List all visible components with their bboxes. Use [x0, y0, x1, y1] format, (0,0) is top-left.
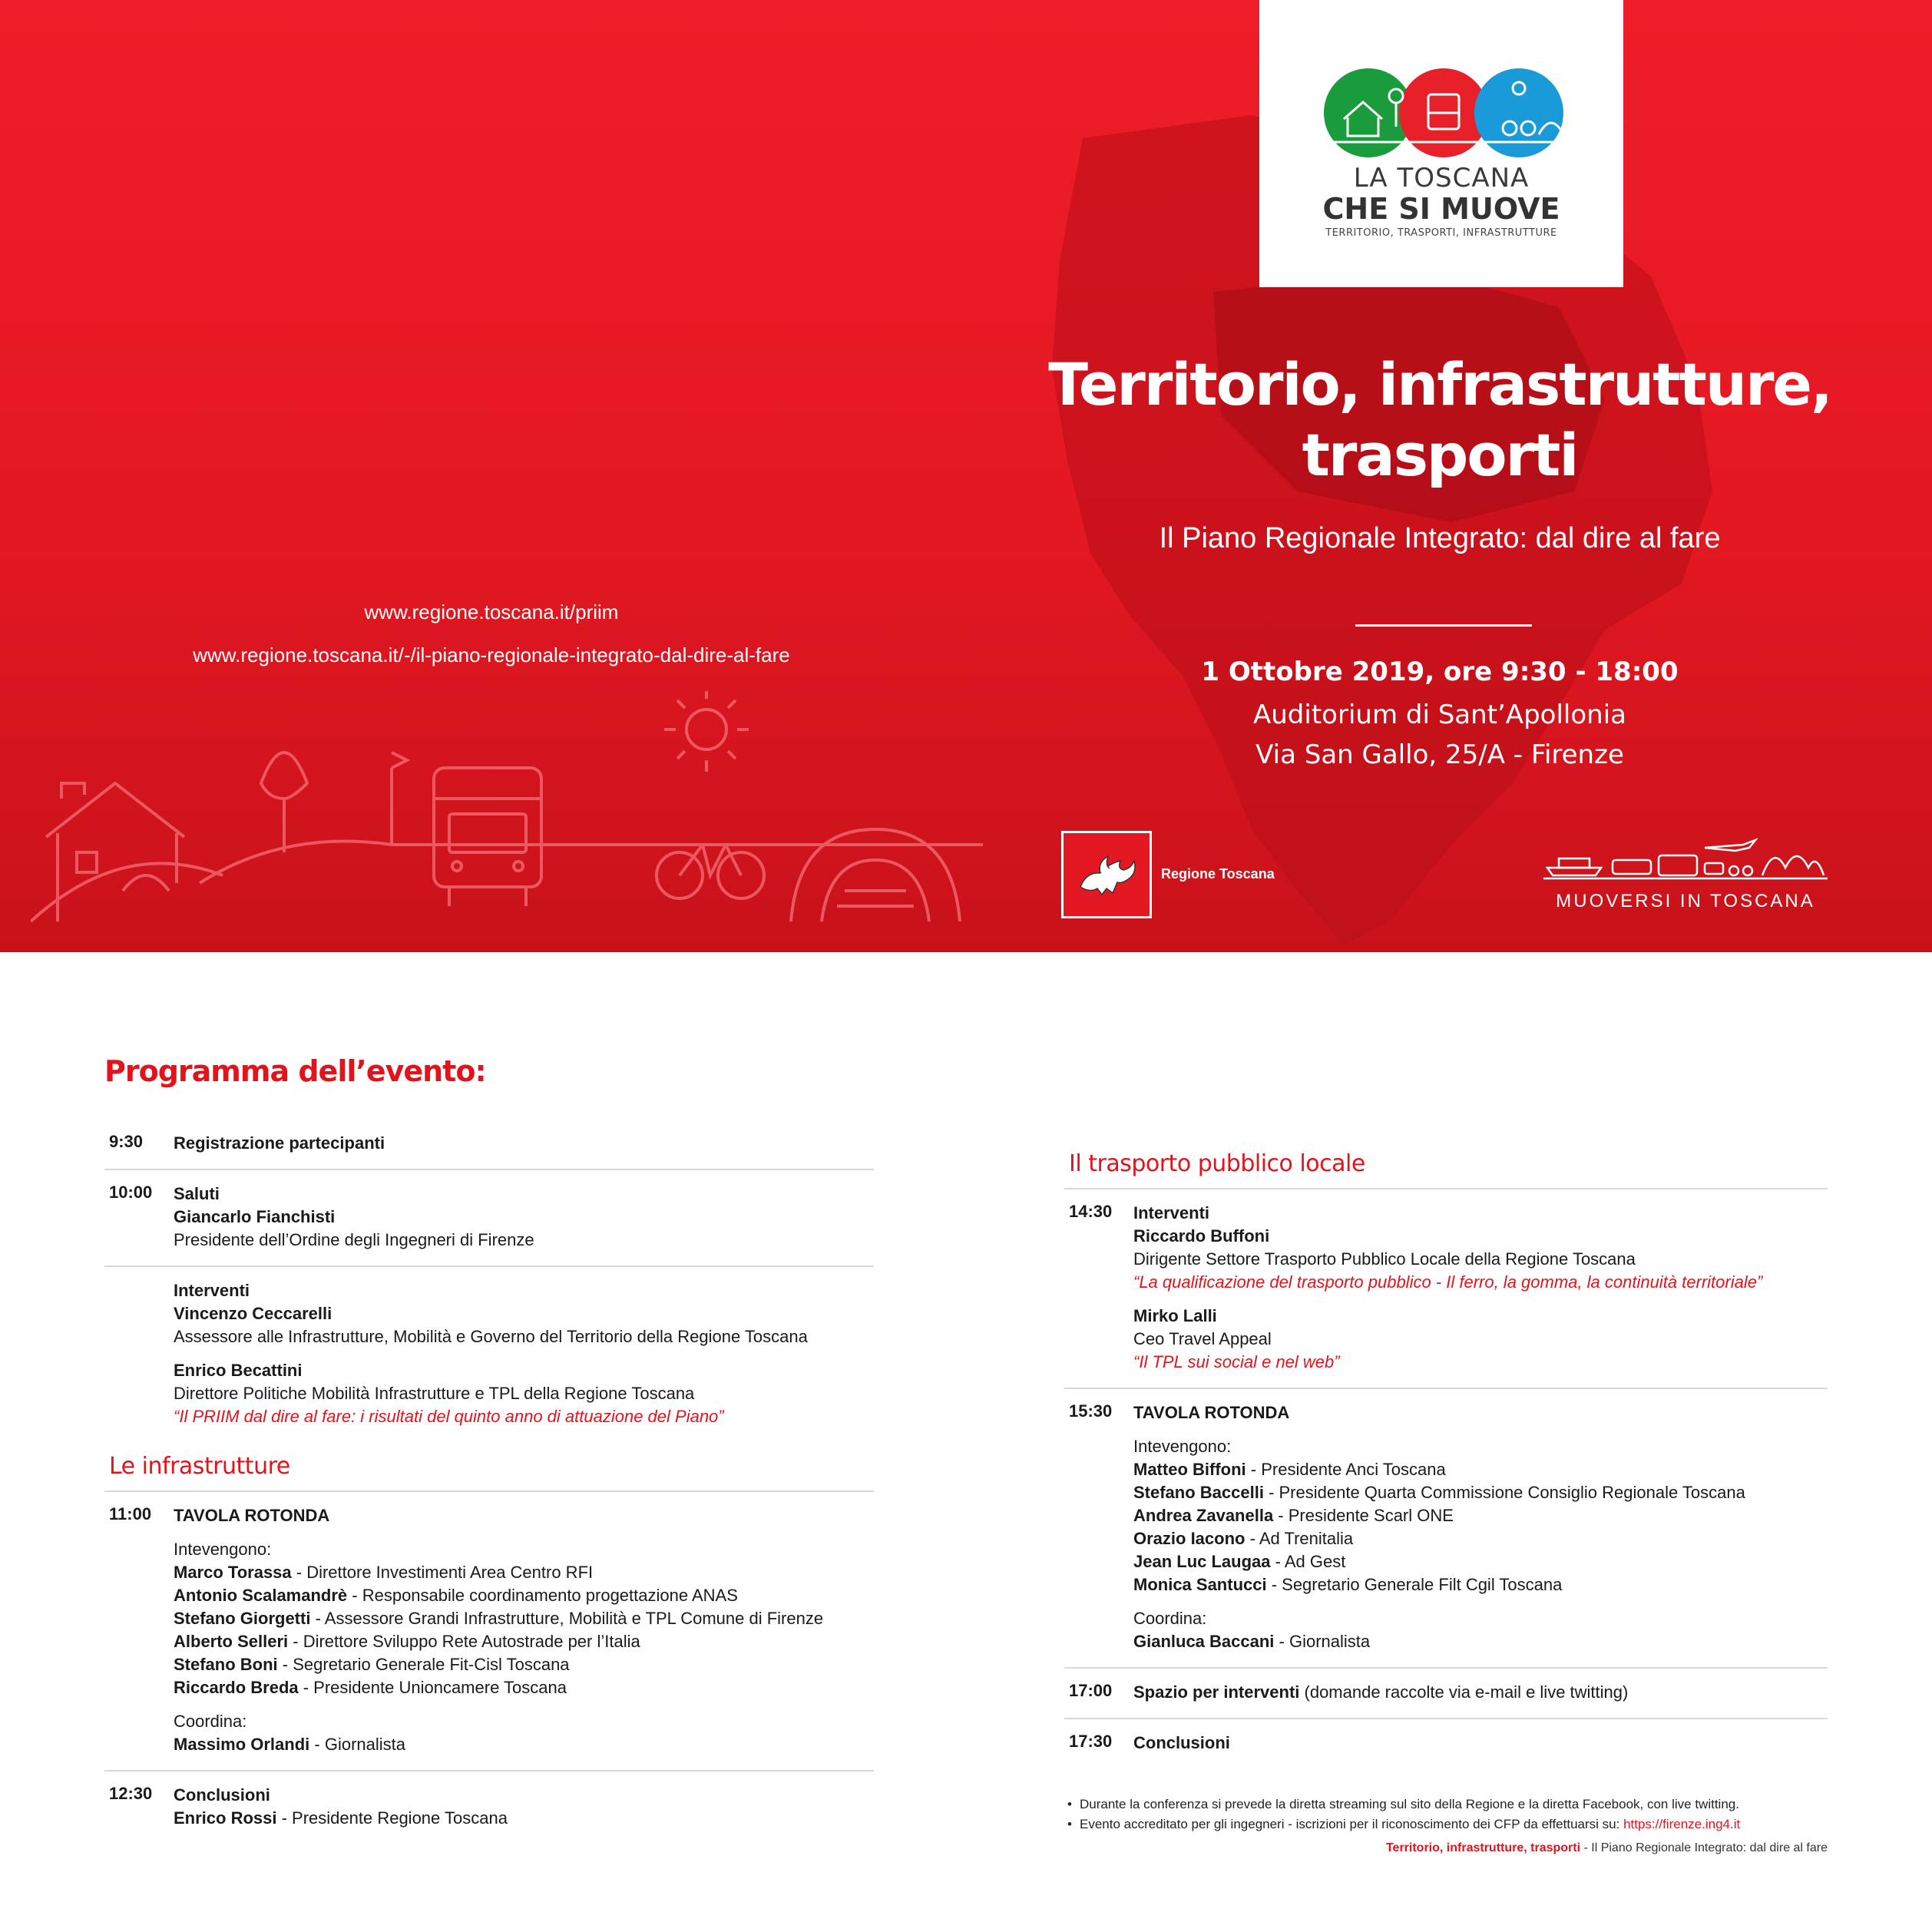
speaker-role: - Segretario Generale Fit-Cisl Toscana — [277, 1655, 570, 1674]
speaker-line — [174, 1807, 874, 1830]
item-title: Saluti — [174, 1184, 220, 1203]
program-item-registration — [104, 1129, 874, 1170]
coordinator-line — [1133, 1630, 1828, 1653]
speaker-name: Monica Santucci — [1133, 1575, 1267, 1594]
pegasus-icon — [1064, 833, 1150, 916]
regione-toscana-emblem — [1061, 831, 1152, 918]
item-title: Spazio per interventi — [1133, 1682, 1300, 1702]
item-note: (domande raccolte via e-mail e live twitting) — [1299, 1682, 1629, 1702]
speaker-name: Orazio Iacono — [1133, 1529, 1246, 1548]
event-title — [1044, 349, 1835, 491]
event-title-line-1: Territorio, infrastrutture, — [1048, 350, 1831, 418]
coordinator-label: Coordina: — [174, 1712, 247, 1731]
speaker-role: - Direttore Investimenti Area Centro RFI — [291, 1563, 594, 1582]
speaker-role: - Segretario Generale Filt Cgil Toscana — [1266, 1575, 1563, 1594]
speakers-intro: Intevengono: — [1133, 1437, 1232, 1456]
program-item-interventi-tpl — [1064, 1189, 1828, 1389]
priim-link[interactable]: www.regione.toscana.it/priim — [364, 600, 619, 624]
speaker-line — [1133, 1573, 1828, 1596]
speaker-name: Stefano Baccelli — [1133, 1483, 1264, 1502]
event-date: 1 Ottobre 2019, ore 9:30 - 18:00 — [1201, 657, 1679, 687]
event-subtitle: Il Piano Regionale Integrato: dal dire al fare — [1159, 522, 1721, 554]
item-title: Interventi — [174, 1281, 250, 1300]
transport-skyline-illustration — [31, 691, 983, 952]
speaker-role: Ceo Travel Appeal — [1133, 1329, 1272, 1348]
speaker-role: Assessore alle Infrastrutture, Mobilità e Governo del Territorio della Regione Toscana — [174, 1327, 808, 1346]
logo-line-2: CHE SI MUOVE — [1322, 192, 1560, 226]
program-item-conclusioni-tpl — [1064, 1719, 1828, 1768]
speaker-role: - Presidente Anci Toscana — [1246, 1460, 1446, 1479]
item-time: 11:00 — [109, 1504, 152, 1523]
item-title: Conclusioni — [1133, 1733, 1230, 1752]
program-item-conclusioni — [104, 1772, 874, 1844]
speaker-name: Vincenzo Ceccarelli — [174, 1304, 332, 1323]
speaker-role: Direttore Politiche Mobilità Infrastrutture e TPL della Regione Toscana — [174, 1384, 695, 1403]
speaker-line — [1133, 1458, 1828, 1481]
footer-subtitle: - Il Piano Regionale Integrato: dal dire al fare — [1580, 1841, 1828, 1854]
program-right-column — [1064, 1140, 1828, 1834]
section-heading-infrastrutture: Le infrastrutture — [104, 1442, 874, 1492]
speaker-line — [174, 1676, 874, 1699]
speaker-name: Alberto Selleri — [174, 1632, 289, 1651]
speaker-name: Riccardo Breda — [174, 1678, 299, 1697]
speaker-name: Riccardo Buffoni — [1133, 1226, 1270, 1246]
section-heading-tpl: Il trasporto pubblico locale — [1064, 1140, 1828, 1189]
note-cfp-text: Evento accreditato per gli ingegneri - iscrizioni per il riconoscimento dei CFP da effettuarsi su: — [1080, 1817, 1624, 1831]
logo-circles-icon — [1321, 65, 1566, 161]
event-title-line-2: trasporti — [1302, 421, 1578, 489]
registration-link[interactable]: https://firenze.ing4.it — [1623, 1817, 1741, 1831]
speaker-line — [1133, 1504, 1828, 1527]
muoversi-transport-icons — [1543, 837, 1828, 883]
item-time: 12:30 — [109, 1784, 153, 1803]
coordinator-role: - Giornalista — [1274, 1632, 1371, 1651]
speaker-name: Stefano Boni — [174, 1655, 278, 1674]
footer-title: Territorio, infrastrutture, trasporti — [1385, 1841, 1581, 1854]
speaker-name: Jean Luc Laugaa — [1133, 1552, 1271, 1571]
speaker-role: - Presidente Scarl ONE — [1273, 1506, 1454, 1525]
venue-address: Via San Gallo, 25/A - Firenze — [1255, 739, 1624, 770]
speaker-line — [174, 1653, 874, 1676]
speaker-role: - Presidente Unioncamere Toscana — [298, 1678, 567, 1697]
program-item-saluti — [104, 1170, 874, 1267]
coordinator-name: Gianluca Baccani — [1133, 1632, 1275, 1651]
speaker-line — [174, 1630, 874, 1653]
logo-tagline: TERRITORIO, TRASPORTI, INFRASTRUTTURE — [1325, 227, 1557, 239]
coordinator-name: Massimo Orlandi — [174, 1735, 310, 1754]
talk-title: “Il TPL sui social e nel web” — [1133, 1352, 1340, 1371]
talk-title: “La qualificazione del trasporto pubblico - Il ferro, la gomma, la continuità territoriale” — [1133, 1272, 1763, 1292]
speaker-role: - Ad Trenitalia — [1245, 1529, 1354, 1548]
event-page-link[interactable]: www.regione.toscana.it/-/il-piano-regionale-integrato-dal-dire-al-fare — [193, 643, 790, 667]
speaker-role: - Responsabile coordinamento progettazione ANAS — [347, 1586, 738, 1605]
speaker-line — [174, 1607, 874, 1630]
title-divider — [1355, 624, 1532, 627]
regione-toscana-label: Regione Toscana — [1161, 866, 1275, 882]
venue-name: Auditorium di Sant’Apollonia — [1253, 700, 1626, 730]
speaker-role: - Presidente Regione Toscana — [276, 1808, 508, 1828]
speaker-role: Dirigente Settore Trasporto Pubblico Locale della Regione Toscana — [1133, 1249, 1636, 1269]
program-left-column — [104, 1129, 874, 1844]
item-time: 14:30 — [1069, 1202, 1113, 1221]
item-time: 15:30 — [1069, 1401, 1113, 1421]
item-time: 10:00 — [109, 1183, 153, 1202]
speaker-role: - Presidente Quarta Commissione Consiglio Regionale Toscana — [1263, 1483, 1745, 1502]
speaker-name: Antonio Scalamandrè — [174, 1586, 348, 1605]
speaker-name: Marco Torassa — [174, 1563, 292, 1582]
item-line — [1133, 1681, 1828, 1704]
speakers-intro: Intevengono: — [174, 1540, 272, 1559]
program-item-tavola-rotonda — [104, 1492, 874, 1772]
item-title: Interventi — [1133, 1203, 1210, 1222]
program-item-tavola-rotonda-tpl — [1064, 1389, 1828, 1669]
event-notes — [1064, 1795, 1828, 1834]
muoversi-in-toscana-label: MUOVERSI IN TOSCANA — [1556, 891, 1815, 911]
item-title: Conclusioni — [174, 1785, 270, 1805]
speaker-line — [1133, 1550, 1828, 1573]
speaker-role: - Ad Gest — [1270, 1552, 1346, 1571]
speaker-name: Andrea Zavanella — [1133, 1506, 1274, 1525]
program-item-interventi — [104, 1267, 874, 1442]
item-title: TAVOLA ROTONDA — [1133, 1403, 1290, 1422]
item-title: TAVOLA ROTONDA — [174, 1506, 330, 1525]
speaker-role: - Assessore Grandi Infrastrutture, Mobilità e TPL Comune di Firenze — [310, 1609, 824, 1628]
speaker-role: - Direttore Sviluppo Rete Autostrade per l’Italia — [288, 1632, 640, 1651]
event-venue — [1044, 695, 1835, 775]
speaker-name: Enrico Becattini — [174, 1361, 303, 1380]
speaker-name: Stefano Giorgetti — [174, 1609, 311, 1628]
logo-line-1: LA TOSCANA — [1353, 163, 1530, 194]
program-heading: Programma dell’evento: — [104, 1054, 486, 1088]
speaker-name: Mirko Lalli — [1133, 1306, 1217, 1325]
item-time: 9:30 — [109, 1132, 144, 1151]
page-footer — [1064, 1841, 1828, 1855]
speaker-line — [174, 1561, 874, 1584]
coordinator-label: Coordina: — [1133, 1609, 1207, 1628]
speaker-name: Giancarlo Fianchisti — [174, 1207, 336, 1226]
speaker-line — [1133, 1481, 1828, 1504]
speaker-name: Matteo Biffoni — [1133, 1460, 1246, 1479]
speaker-line — [1133, 1527, 1828, 1550]
note-cfp — [1064, 1815, 1828, 1834]
note-streaming: • Durante la conferenza si prevede la diretta streaming sul sito della Regione e la diretta Facebook, con live twitting. — [1064, 1795, 1828, 1815]
la-toscana-che-si-muove-logo — [1259, 0, 1623, 287]
talk-title: “Il PRIIM dal dire al fare: i risultati del quinto anno di attuazione del Piano” — [174, 1407, 724, 1426]
item-title: Registrazione partecipanti — [174, 1133, 385, 1153]
coordinator-line — [174, 1733, 874, 1756]
speaker-line — [174, 1584, 874, 1607]
speaker-name: Enrico Rossi — [174, 1808, 277, 1828]
hero-banner — [0, 0, 1932, 952]
item-time: 17:30 — [1069, 1732, 1113, 1751]
coordinator-role: - Giornalista — [309, 1735, 405, 1754]
item-time: 17:00 — [1069, 1681, 1113, 1700]
program-item-spazio-interventi — [1064, 1669, 1828, 1719]
speaker-role: Presidente dell’Ordine degli Ingegneri di Firenze — [174, 1230, 534, 1249]
